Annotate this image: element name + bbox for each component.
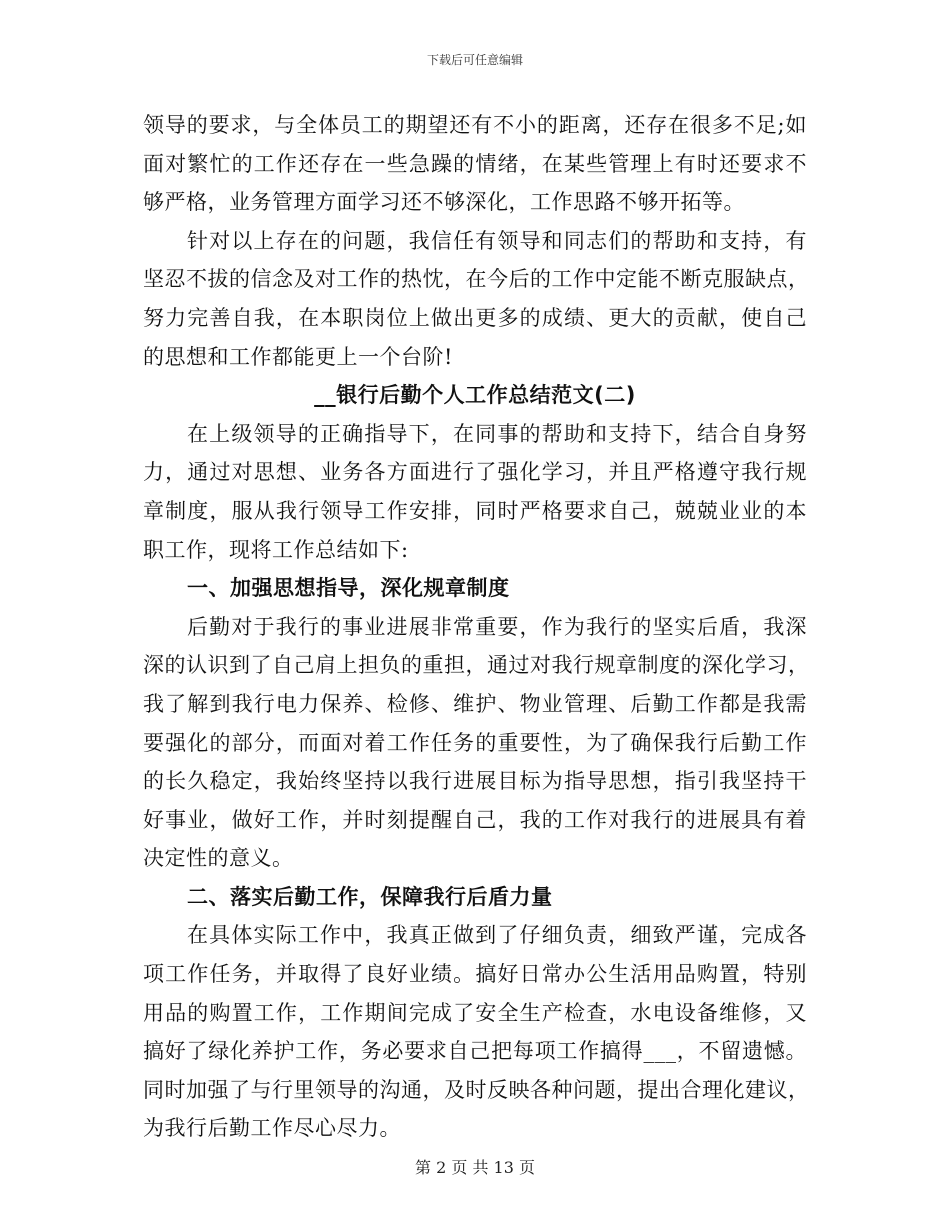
text-line: 为我行后勤工作尽心尽力。 [143, 1116, 401, 1141]
section-title: __银行后勤个人工作总结范文(二) [314, 383, 636, 408]
text-line: 要强化的部分，而面对着工作任务的重要性，为了确保我行后勤工作 [143, 730, 807, 755]
page-header: 下载后可任意编辑 [426, 53, 523, 67]
paragraph-first-line: 针对以上存在的问题，我信任有领导和同志们的帮助和支持，有 [187, 228, 807, 253]
text-line: 用品的购置工作，工作期间完成了安全生产检查，水电设备维修，又 [143, 1000, 807, 1025]
subsection-heading: 一、加强思想指导，深化规章制度 [187, 576, 510, 601]
text-line: 力，通过对思想、业务各方面进行了强化学习，并且严格遵守我行规 [143, 460, 807, 485]
text-line: 坚忍不拔的信念及对工作的热忱，在今后的工作中定能不断克服缺点， [143, 267, 810, 292]
text-line: 的长久稳定，我始终坚持以我行进展目标为指导思想，指引我坚持干 [143, 769, 807, 794]
text-line: 努力完善自我，在本职岗位上做出更多的成绩、更大的贡献，使自己 [143, 305, 807, 330]
text-line: 章制度，服从我行领导工作安排，同时严格要求自己，兢兢业业的本 [143, 498, 807, 523]
text-line: 职工作，现将工作总结如下: [143, 537, 409, 562]
text-line: 面对繁忙的工作还存在一些急躁的情绪，在某些管理上有时还要求不 [143, 151, 807, 176]
text-line: 搞好了绿化养护工作，务必要求自己把每项工作搞得___，不留遗憾。 [143, 1039, 807, 1064]
page-number: 第 2 页 共 13 页 [415, 1158, 535, 1177]
text-line: 决定性的意义。 [143, 846, 294, 871]
text-line: 好事业，做好工作，并时刻提醒自己，我的工作对我行的进展具有着 [143, 807, 807, 832]
subsection-heading: 二、落实后勤工作，保障我行后盾力量 [187, 884, 553, 909]
text-line: 的思想和工作都能更上一个台阶! [143, 344, 453, 369]
paragraph-first-line: 在具体实际工作中，我真正做到了仔细负责，细致严谨，完成各 [187, 923, 807, 948]
text-line: 项工作任务，并取得了良好业绩。搞好日常办公生活用品购置，特别 [143, 962, 807, 987]
document-body [143, 106, 810, 1148]
text-line: 同时加强了与行里领导的沟通，及时反映各种问题，提出合理化建议， [143, 1077, 810, 1102]
text-line: 够严格，业务管理方面学习还不够深化，工作思路不够开拓等。 [143, 190, 745, 215]
paragraph-first-line: 后勤对于我行的事业进展非常重要，作为我行的坚实后盾，我深 [187, 614, 807, 639]
text-line: 我了解到我行电力保养、检修、维护、物业管理、后勤工作都是我需 [143, 691, 807, 716]
paragraph-first-line: 在上级领导的正确指导下，在同事的帮助和支持下，结合自身努 [187, 421, 807, 446]
text-line: 领导的要求，与全体员工的期望还有不小的距离，还存在很多不足;如 [143, 113, 807, 137]
text-line: 深的认识到了自己肩上担负的重担，通过对我行规章制度的深化学习， [143, 653, 810, 678]
